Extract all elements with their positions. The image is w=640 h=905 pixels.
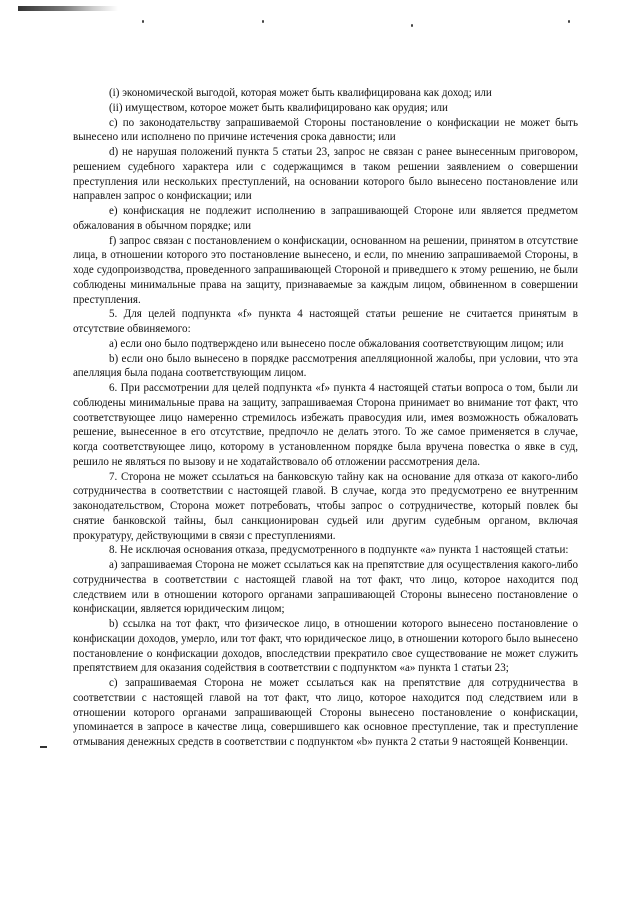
paragraph-8: 8. Не исключая основания отказа, предусмотренного в подпункте «a» пункта 1 настоящей статьи: [109, 544, 569, 557]
scan-speck [568, 20, 570, 23]
paragraph-4d: d) не нарушая положений пункта 5 статьи 23, запрос не связан с ранее вынесенным приговором, решением судебного характера или с содержащимся в таком решении заявлением о совершении преступления или нескольких преступлений, на основании которого было вынесено постановление или направлен запрос о конфискации; или [73, 146, 578, 203]
paragraph-7: 7. Сторона не может ссылаться на банковскую тайну как на основание для отказа от какого-либо сотрудничества в соответствии с настоящей главой. В случае, когда это предусмотрено ее внутренним законодательством, Сторона может потребовать, чтобы запрос о сотрудничестве, который повлек бы снятие банковской тайны, был санкционирован судьей или другим судебным органом, включая прокуратуру, действующими в связи с преступлениями. [73, 470, 578, 542]
paragraph-8a: a) запрашиваемая Сторона не может ссылаться как на препятствие для осуществления какого-либо сотрудничества в соответствии с настоящей главой на тот факт, что лицо, которое находится под следствием или в отношении которого органами запрашивающей Стороны вынесено постановление о конфискации, является юридическим лицом; [73, 559, 578, 616]
paragraph-4e: e) конфискация не подлежит исполнению в запрашивающей Стороне или является предметом обжалования в обычном порядке; или [73, 205, 578, 232]
scan-speck [142, 20, 144, 23]
paragraph-4f: f) запрос связан с постановлением о конфискации, основанном на решении, принятом в отсутствие лица, в отношении которого это постановление вынесено, и если, по мнению запрашиваемой Стороны, в ходе судопроизводства, проведенного запрашивающей Стороной и приведшего к этому решению, не были соблюдены минимальные права на защиту, признаваемые за каждым лицом, обвиненном в совершении преступления. [73, 234, 578, 306]
scan-speck [262, 20, 264, 23]
paragraph-8b: b) ссылка на тот факт, что физическое лицо, в отношении которого вынесено постановление о конфискации доходов, умерло, или тот факт, что юридическое лицо, в отношении которого было вынесено постановление о конфискации доходов, впоследствии прекратило свое существование не может служить препятствием для оказания содействия в соответствии с подпунктом «a» пункта 1 статьи 23; [73, 618, 578, 675]
paragraph-6: 6. При рассмотрении для целей подпункта «f» пункта 4 настоящей статьи вопроса о том, были ли соблюдены минимальные права на защиту, запрашиваемая Сторона принимает во внимание тот факт, что соответствующее лицо намеренно стремилось избежать правосудия или, имея возможность обжаловать решение, вынесенное в его отсутствие, предпочло не делать этого. То же самое применяется в случае, когда соответствующее лицо, которому в установленном порядке была вручена повестка о явке в суд, решило не являться по вызову и не ходатайствовало об отложении рассмотрения дела. [73, 382, 578, 468]
paragraph-4c: c) по законодательству запрашиваемой Стороны постановление о конфискации не может быть вынесено или исполнено по причине истечения срока давности; или [73, 116, 578, 144]
paragraph-5b: b) если оно было вынесено в порядке рассмотрения апелляционной жалобы, при условии, что эта апелляция была подана соответствующим лицом. [73, 352, 578, 380]
paragraph-5a: a) если оно было подтверждено или вынесено после обжалования соответствующим лицом; или [109, 337, 564, 350]
paragraph-4b-i: (i) экономической выгодой, которая может быть квалифицирована как доход; или [109, 87, 492, 99]
paragraph-5: 5. Для целей подпункта «f» пункта 4 настоящей статьи решение не считается принятым в отсутствие обвиняемого: [73, 308, 578, 335]
scan-artifact [18, 6, 118, 11]
scan-mark [40, 746, 47, 748]
paragraph-4b-ii: (ii) имуществом, которое может быть квалифицировано как орудия; или [109, 101, 448, 114]
document-body [73, 86, 578, 750]
scan-speck [411, 24, 413, 27]
paragraph-8c: c) запрашиваемая Сторона не может ссылаться как на препятствие для сотрудничества в соответствии с настоящей главой на тот факт, что лицо, которое находится под следствием или в отношении которого органами запрашивающей Стороны вынесено постановление о конфискации, упоминается в запросе в качестве лица, совершившего как основное преступление, так и преступление отмывания денежных средств в соответствии с подпунктом «b» пункта 2 статьи 9 настоящей Конвенции. [73, 677, 578, 748]
